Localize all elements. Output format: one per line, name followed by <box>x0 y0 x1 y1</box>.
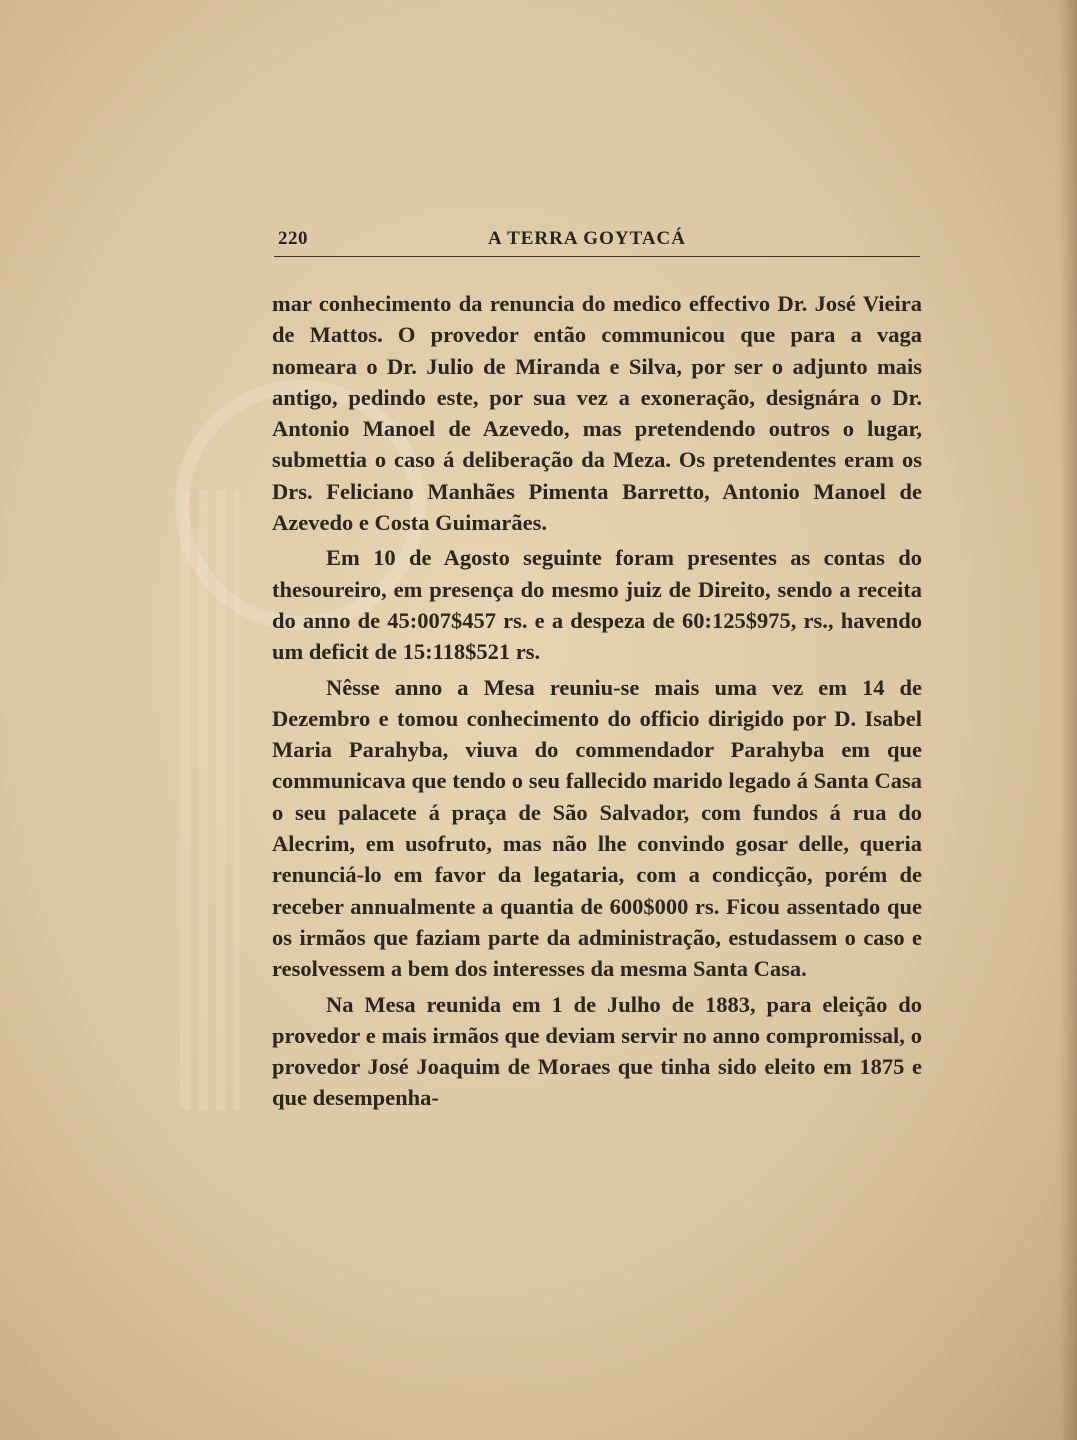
paragraph-2: Em 10 de Agosto seguinte foram presentes as contas do thesoureiro, em presença do mesmo juiz de Direito, sendo a receita do anno de 45:007$457 rs. e a despeza de 60:125$975, rs., havendo um deficit de 15:118$521 rs. <box>272 545 922 665</box>
page-number: 220 <box>278 228 308 249</box>
page-header <box>274 226 920 257</box>
watermark-bars <box>180 490 240 1110</box>
page-edge-shadow <box>1059 0 1077 1440</box>
paragraph-3: Nêsse anno a Mesa reuniu-se mais uma vez em 14 de Dezembro e tomou conhecimento do officio dirigido por D. Isabel Maria Parahyba, viuva do commendador Parahyba em que communicava que tendo o seu fallecido marido legado á Santa Casa o seu palacete á praça de São Salvador, com fundos á rua do Alecrim, em usofruto, mas não lhe convindo gosar delle, queria renunciá-lo em favor da legataria, com a condicção, porém de receber annualmente a quantia de 600$000 rs. Ficou assentado que os irmãos que faziam parte da administração, estudassem o caso e resolvessem a bem dos interesses da mesma Santa Casa. <box>272 674 922 982</box>
paragraph-1: mar conhecimento da renuncia do medico effectivo Dr. José Vieira de Mattos. O provedor então communicou que para a vaga nomeara o Dr. Julio de Miranda e Silva, por ser o adjunto mais antigo, pedindo este, por sua vez a exoneração, designára o Dr. Antonio Manoel de Azevedo, mas pretendendo outros o lugar, submettia o caso á deliberação da Meza. Os pretendentes eram os Drs. Feliciano Manhães Pimenta Barretto, Antonio Manoel de Azevedo e Costa Guimarães. <box>272 291 922 536</box>
running-title: A TERRA GOYTACÁ <box>488 228 686 249</box>
body-text <box>272 288 922 1118</box>
paragraph-4: Na Mesa reunida em 1 de Julho de 1883, para eleição do provedor e mais irmãos que deviam servir no anno compromissal, o provedor José Joaquim de Moraes que tinha sido eleito em 1875 e que desempenha- <box>272 991 922 1111</box>
